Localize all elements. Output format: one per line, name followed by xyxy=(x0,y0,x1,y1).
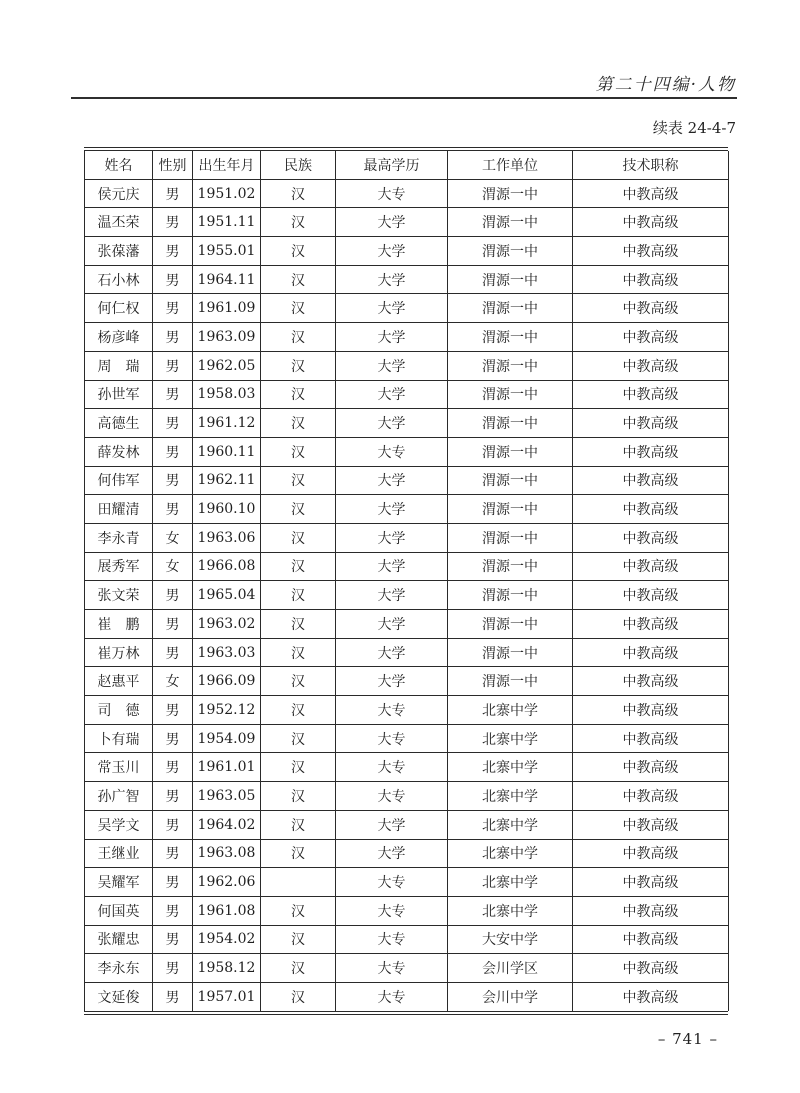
table-cell: 渭源一中 xyxy=(448,610,573,639)
table-cell: 汉 xyxy=(261,294,336,323)
table-cell: 1960.11 xyxy=(193,437,261,466)
table-cell: 男 xyxy=(153,380,193,409)
table-cell: 汉 xyxy=(261,925,336,954)
table-cell: 渭源一中 xyxy=(448,351,573,380)
table-cell: 1964.11 xyxy=(193,265,261,294)
personnel-table-wrap xyxy=(84,147,728,1015)
table-cell: 汉 xyxy=(261,523,336,552)
table-cell: 侯元庆 xyxy=(85,179,153,208)
table-cell: 男 xyxy=(153,982,193,1010)
table-cell: 中教高级 xyxy=(573,351,729,380)
table-cell: 男 xyxy=(153,839,193,868)
table-row xyxy=(85,294,729,323)
table-cell: 中教高级 xyxy=(573,896,729,925)
table-cell: 薛发林 xyxy=(85,437,153,466)
table-cell: 汉 xyxy=(261,810,336,839)
table-cell: 1961.09 xyxy=(193,294,261,323)
page-number: – 741 – xyxy=(657,1030,718,1048)
table-cell: 汉 xyxy=(261,237,336,266)
table-cell: 1963.06 xyxy=(193,523,261,552)
table-cell: 张葆藩 xyxy=(85,237,153,266)
table-cell: 中教高级 xyxy=(573,552,729,581)
table-row xyxy=(85,581,729,610)
table-cell: 1961.08 xyxy=(193,896,261,925)
table-row xyxy=(85,523,729,552)
table-cell: 渭源一中 xyxy=(448,437,573,466)
table-row xyxy=(85,868,729,897)
table-cell: 汉 xyxy=(261,208,336,237)
table-cell: 渭源一中 xyxy=(448,523,573,552)
table-cell: 孙世军 xyxy=(85,380,153,409)
table-row xyxy=(85,380,729,409)
table-cell: 吴学文 xyxy=(85,810,153,839)
table-cell: 1965.04 xyxy=(193,581,261,610)
table-cell: 中教高级 xyxy=(573,839,729,868)
table-cell: 张文荣 xyxy=(85,581,153,610)
table-cell: 中教高级 xyxy=(573,179,729,208)
table-cell: 渭源一中 xyxy=(448,237,573,266)
table-row xyxy=(85,610,729,639)
table-cell: 中教高级 xyxy=(573,323,729,352)
table-cell: 男 xyxy=(153,810,193,839)
table-cell: 何伟军 xyxy=(85,466,153,495)
table-row xyxy=(85,925,729,954)
table-row xyxy=(85,782,729,811)
table-cell: 汉 xyxy=(261,409,336,438)
table-row xyxy=(85,208,729,237)
table-cell: 吴耀军 xyxy=(85,868,153,897)
table-cell: 张耀忠 xyxy=(85,925,153,954)
table-cell: 中教高级 xyxy=(573,265,729,294)
table-cell: 大专 xyxy=(336,696,448,725)
table-cell: 大学 xyxy=(336,237,448,266)
table-cell: 大学 xyxy=(336,523,448,552)
column-header: 姓名 xyxy=(85,151,153,179)
table-cell: 1966.09 xyxy=(193,667,261,696)
table-cell: 汉 xyxy=(261,466,336,495)
table-row xyxy=(85,839,729,868)
table-cell: 1962.05 xyxy=(193,351,261,380)
table-cell: 1951.02 xyxy=(193,179,261,208)
table-cell: 卜有瑞 xyxy=(85,724,153,753)
table-cell: 北寨中学 xyxy=(448,696,573,725)
table-cell: 中教高级 xyxy=(573,208,729,237)
table-cell: 汉 xyxy=(261,265,336,294)
table-cell: 汉 xyxy=(261,380,336,409)
table-cell: 男 xyxy=(153,294,193,323)
table-cell: 中教高级 xyxy=(573,466,729,495)
table-cell: 渭源一中 xyxy=(448,294,573,323)
table-cell: 中教高级 xyxy=(573,954,729,983)
table-cell: 1963.08 xyxy=(193,839,261,868)
table-cell: 1963.09 xyxy=(193,323,261,352)
table-row xyxy=(85,724,729,753)
table-cell: 石小林 xyxy=(85,265,153,294)
table-cell: 男 xyxy=(153,638,193,667)
table-cell: 男 xyxy=(153,179,193,208)
table-cell: 男 xyxy=(153,868,193,897)
table-cell: 大学 xyxy=(336,839,448,868)
table-cell: 男 xyxy=(153,208,193,237)
table-row xyxy=(85,409,729,438)
table-cell: 会川中学 xyxy=(448,982,573,1010)
table-cell: 大专 xyxy=(336,437,448,466)
table-row xyxy=(85,667,729,696)
column-header: 技术职称 xyxy=(573,151,729,179)
table-cell: 王继业 xyxy=(85,839,153,868)
table-cell: 1962.11 xyxy=(193,466,261,495)
table-cell: 大学 xyxy=(336,610,448,639)
table-cell: 男 xyxy=(153,896,193,925)
table-cell: 崔 鹏 xyxy=(85,610,153,639)
table-row xyxy=(85,954,729,983)
table-cell: 男 xyxy=(153,581,193,610)
table-cell: 大学 xyxy=(336,265,448,294)
table-row xyxy=(85,466,729,495)
table-cell: 中教高级 xyxy=(573,724,729,753)
table-cell: 大专 xyxy=(336,179,448,208)
table-cell: 1961.01 xyxy=(193,753,261,782)
table-row xyxy=(85,437,729,466)
table-cell: 男 xyxy=(153,925,193,954)
table-cell: 女 xyxy=(153,523,193,552)
table-cell: 男 xyxy=(153,351,193,380)
table-row xyxy=(85,696,729,725)
table-cell: 大专 xyxy=(336,868,448,897)
table-continuation-label: 续表 24-4-7 xyxy=(652,119,736,137)
table-cell: 渭源一中 xyxy=(448,409,573,438)
table-cell: 大学 xyxy=(336,351,448,380)
table-cell: 汉 xyxy=(261,179,336,208)
table-cell: 中教高级 xyxy=(573,495,729,524)
table-cell: 中教高级 xyxy=(573,610,729,639)
table-cell: 1958.12 xyxy=(193,954,261,983)
table-cell: 李永青 xyxy=(85,523,153,552)
table-cell: 渭源一中 xyxy=(448,552,573,581)
table-cell xyxy=(261,868,336,897)
table-cell: 男 xyxy=(153,437,193,466)
table-cell: 中教高级 xyxy=(573,696,729,725)
table-cell: 1963.05 xyxy=(193,782,261,811)
table-cell: 李永东 xyxy=(85,954,153,983)
table-cell: 汉 xyxy=(261,638,336,667)
table-cell: 男 xyxy=(153,323,193,352)
table-cell: 何国英 xyxy=(85,896,153,925)
table-cell: 汉 xyxy=(261,724,336,753)
table-cell: 中教高级 xyxy=(573,868,729,897)
table-cell: 常玉川 xyxy=(85,753,153,782)
table-cell: 汉 xyxy=(261,839,336,868)
header-rule xyxy=(71,97,737,99)
table-cell: 男 xyxy=(153,466,193,495)
table-cell: 1964.02 xyxy=(193,810,261,839)
table-cell: 杨彦峰 xyxy=(85,323,153,352)
table-row xyxy=(85,638,729,667)
table-cell: 1963.03 xyxy=(193,638,261,667)
table-cell: 汉 xyxy=(261,896,336,925)
table-cell: 汉 xyxy=(261,696,336,725)
table-row xyxy=(85,810,729,839)
table-cell: 北寨中学 xyxy=(448,753,573,782)
table-cell: 温丕荣 xyxy=(85,208,153,237)
table-cell: 1954.02 xyxy=(193,925,261,954)
table-cell: 渭源一中 xyxy=(448,581,573,610)
table-cell: 汉 xyxy=(261,753,336,782)
table-cell: 渭源一中 xyxy=(448,179,573,208)
table-cell: 渭源一中 xyxy=(448,495,573,524)
table-cell: 大学 xyxy=(336,323,448,352)
table-cell: 渭源一中 xyxy=(448,323,573,352)
table-cell: 大专 xyxy=(336,753,448,782)
table-row xyxy=(85,552,729,581)
table-cell: 1957.01 xyxy=(193,982,261,1010)
table-cell: 中教高级 xyxy=(573,581,729,610)
table-cell: 1958.03 xyxy=(193,380,261,409)
table-cell: 大学 xyxy=(336,208,448,237)
table-cell: 大专 xyxy=(336,724,448,753)
table-cell: 中教高级 xyxy=(573,409,729,438)
table-cell: 大专 xyxy=(336,925,448,954)
table-cell: 何仁权 xyxy=(85,294,153,323)
table-row xyxy=(85,351,729,380)
table-cell: 1955.01 xyxy=(193,237,261,266)
table-cell: 大专 xyxy=(336,782,448,811)
table-cell: 大学 xyxy=(336,552,448,581)
table-cell: 大学 xyxy=(336,638,448,667)
table-cell: 大学 xyxy=(336,380,448,409)
table-cell: 1961.12 xyxy=(193,409,261,438)
table-cell: 汉 xyxy=(261,552,336,581)
column-header: 出生年月 xyxy=(193,151,261,179)
table-cell: 男 xyxy=(153,237,193,266)
table-cell: 展秀军 xyxy=(85,552,153,581)
table-cell: 中教高级 xyxy=(573,925,729,954)
table-cell: 女 xyxy=(153,552,193,581)
table-cell: 大学 xyxy=(336,810,448,839)
table-cell: 文延俊 xyxy=(85,982,153,1010)
table-cell: 男 xyxy=(153,409,193,438)
table-cell: 汉 xyxy=(261,954,336,983)
table-cell: 中教高级 xyxy=(573,380,729,409)
column-header: 最高学历 xyxy=(336,151,448,179)
table-cell: 崔万林 xyxy=(85,638,153,667)
table-cell: 北寨中学 xyxy=(448,724,573,753)
table-cell: 1952.12 xyxy=(193,696,261,725)
table-row xyxy=(85,982,729,1010)
personnel-table xyxy=(84,151,729,1011)
table-cell: 汉 xyxy=(261,437,336,466)
table-cell: 汉 xyxy=(261,610,336,639)
table-cell: 大学 xyxy=(336,466,448,495)
table-cell: 1966.08 xyxy=(193,552,261,581)
table-row xyxy=(85,495,729,524)
column-header: 性别 xyxy=(153,151,193,179)
table-cell: 周 瑞 xyxy=(85,351,153,380)
column-header: 工作单位 xyxy=(448,151,573,179)
table-cell: 男 xyxy=(153,696,193,725)
table-cell: 男 xyxy=(153,724,193,753)
table-cell: 汉 xyxy=(261,667,336,696)
table-cell: 渭源一中 xyxy=(448,380,573,409)
table-cell: 汉 xyxy=(261,581,336,610)
table-cell: 汉 xyxy=(261,982,336,1010)
table-cell: 大学 xyxy=(336,495,448,524)
table-cell: 男 xyxy=(153,495,193,524)
table-cell: 中教高级 xyxy=(573,810,729,839)
table-row xyxy=(85,237,729,266)
table-cell: 中教高级 xyxy=(573,782,729,811)
table-cell: 北寨中学 xyxy=(448,810,573,839)
table-cell: 汉 xyxy=(261,782,336,811)
table-row xyxy=(85,896,729,925)
table-cell: 中教高级 xyxy=(573,294,729,323)
table-row xyxy=(85,753,729,782)
table-cell: 中教高级 xyxy=(573,437,729,466)
table-cell: 大学 xyxy=(336,294,448,323)
table-cell: 汉 xyxy=(261,351,336,380)
table-cell: 男 xyxy=(153,782,193,811)
table-cell: 女 xyxy=(153,667,193,696)
table-cell: 会川学区 xyxy=(448,954,573,983)
table-cell: 渭源一中 xyxy=(448,667,573,696)
table-row xyxy=(85,265,729,294)
table-cell: 大学 xyxy=(336,581,448,610)
table-cell: 田耀清 xyxy=(85,495,153,524)
table-row xyxy=(85,179,729,208)
table-cell: 1951.11 xyxy=(193,208,261,237)
table-cell: 高德生 xyxy=(85,409,153,438)
table-cell: 赵惠平 xyxy=(85,667,153,696)
table-cell: 北寨中学 xyxy=(448,782,573,811)
table-cell: 1954.09 xyxy=(193,724,261,753)
table-cell: 中教高级 xyxy=(573,523,729,552)
table-cell: 大专 xyxy=(336,896,448,925)
table-cell: 大安中学 xyxy=(448,925,573,954)
table-cell: 汉 xyxy=(261,495,336,524)
section-title: 第二十四编·人物 xyxy=(595,75,736,95)
column-header: 民族 xyxy=(261,151,336,179)
table-cell: 中教高级 xyxy=(573,667,729,696)
table-cell: 中教高级 xyxy=(573,638,729,667)
table-cell: 北寨中学 xyxy=(448,896,573,925)
table-body xyxy=(85,179,729,1010)
table-cell: 1960.10 xyxy=(193,495,261,524)
table-cell: 渭源一中 xyxy=(448,208,573,237)
table-cell: 渭源一中 xyxy=(448,638,573,667)
table-cell: 大学 xyxy=(336,409,448,438)
table-cell: 男 xyxy=(153,753,193,782)
table-cell: 司 德 xyxy=(85,696,153,725)
table-cell: 男 xyxy=(153,265,193,294)
table-cell: 孙广智 xyxy=(85,782,153,811)
table-cell: 中教高级 xyxy=(573,753,729,782)
table-cell: 汉 xyxy=(261,323,336,352)
table-cell: 渭源一中 xyxy=(448,466,573,495)
table-cell: 北寨中学 xyxy=(448,839,573,868)
table-header-row xyxy=(85,151,729,179)
table-cell: 渭源一中 xyxy=(448,265,573,294)
table-cell: 1962.06 xyxy=(193,868,261,897)
table-cell: 大专 xyxy=(336,982,448,1010)
table-cell: 中教高级 xyxy=(573,237,729,266)
table-cell: 大学 xyxy=(336,667,448,696)
table-cell: 北寨中学 xyxy=(448,868,573,897)
table-cell: 中教高级 xyxy=(573,982,729,1010)
table-cell: 男 xyxy=(153,610,193,639)
table-row xyxy=(85,323,729,352)
table-cell: 男 xyxy=(153,954,193,983)
table-cell: 大专 xyxy=(336,954,448,983)
table-cell: 1963.02 xyxy=(193,610,261,639)
